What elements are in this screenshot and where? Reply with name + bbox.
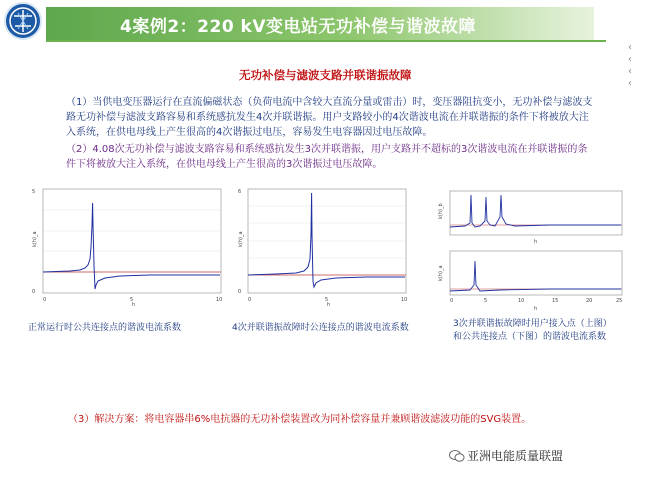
y-tick: 0 (32, 289, 36, 295)
x-tick: 5 (484, 298, 488, 304)
chevron-left-icon[interactable]: ‹ (628, 66, 632, 77)
x-tick: 5 (130, 297, 134, 303)
title-underline (46, 40, 606, 42)
chart-4th-resonance (236, 185, 411, 307)
x-tick: 10 (216, 297, 223, 303)
chevron-left-icon[interactable]: ‹ (628, 78, 632, 89)
x-tick: 5 (325, 297, 329, 303)
chart-3-caption-line1: 3次并联谐振故障时用户接入点（上图） (453, 319, 612, 329)
x-axis-label-bottom: h (534, 306, 538, 312)
x-tick: 10 (401, 297, 408, 303)
y-axis-label: k(h)_a (238, 231, 244, 247)
solution-text: （3）解决方案：将电容器串6%电抗器的无功补偿装置改为同补偿容量并兼顾谐波滤波功能的SVG装置。 (68, 414, 532, 425)
chart-2-caption: 4次并联谐振故障时公连接点的谐波电流系数 (232, 323, 409, 333)
y-tick: 5 (32, 189, 36, 195)
chart-1-caption: 正常运行时公共连接点的谐波电流系数 (28, 323, 182, 333)
y-axis-label-bottom: k(h)_a (438, 265, 444, 281)
x-tick: 0 (43, 297, 47, 303)
section-subtitle: 无功补偿与滤波支路并联谐振故障 (239, 68, 412, 82)
x-tick: 25 (616, 298, 623, 304)
paragraph-2: （2）4.08次无功补偿与滤波支路容易和系统感抗发生3次并联谐振，用户支路并不超标的3次谐波电流在并联谐振的条件下将被放大注入系统，在供电母线上产生很高的3次谐振过电压故障。 (66, 144, 588, 170)
y-axis-label-top: k(h)_b (438, 203, 444, 219)
chart-3rd-resonance (430, 185, 626, 313)
x-tick: 0 (450, 298, 454, 304)
header (0, 0, 650, 42)
x-axis-label: h (327, 302, 331, 307)
logo-emblem-icon (4, 2, 42, 40)
page-title: 4案例2：220 kV变电站无功补偿与谐波故障 (120, 17, 477, 37)
chart-3-caption-line2: 和公共连接点（下图）的谐波电流系数 (453, 332, 607, 342)
wechat-icon (449, 448, 465, 467)
y-tick: 6 (238, 189, 242, 195)
x-tick: 0 (248, 297, 252, 303)
y-tick: 0 (238, 289, 242, 295)
x-tick: 10 (518, 298, 525, 304)
paragraph-1: （1）当供电变压器运行在直流偏磁状态（负荷电流中含较大直流分量或雷击）时，变压器阻抗变小，无功补偿与滤波支路无功补偿与滤波支路容易和系统感抗发生4次并联谐振。用户支路较小的4次谐波电流在并联谐振的条件下将被放大注入系统，在供电母线上产生很高的4次谐振过电压，容易发生电容器因过电压故障。 (66, 97, 593, 138)
chevron-left-icon[interactable]: ‹ (628, 42, 632, 53)
chevron-left-icon[interactable]: ‹ (628, 54, 632, 65)
chart-normal-operation (30, 185, 226, 307)
y-axis-label: k(h)_a (32, 231, 38, 247)
x-axis-label-top: h (534, 239, 538, 245)
brand-watermark: 亚洲电能质量联盟 (467, 449, 564, 463)
x-axis-label: h (132, 302, 136, 307)
x-tick: 15 (552, 298, 559, 304)
x-tick: 20 (586, 298, 593, 304)
